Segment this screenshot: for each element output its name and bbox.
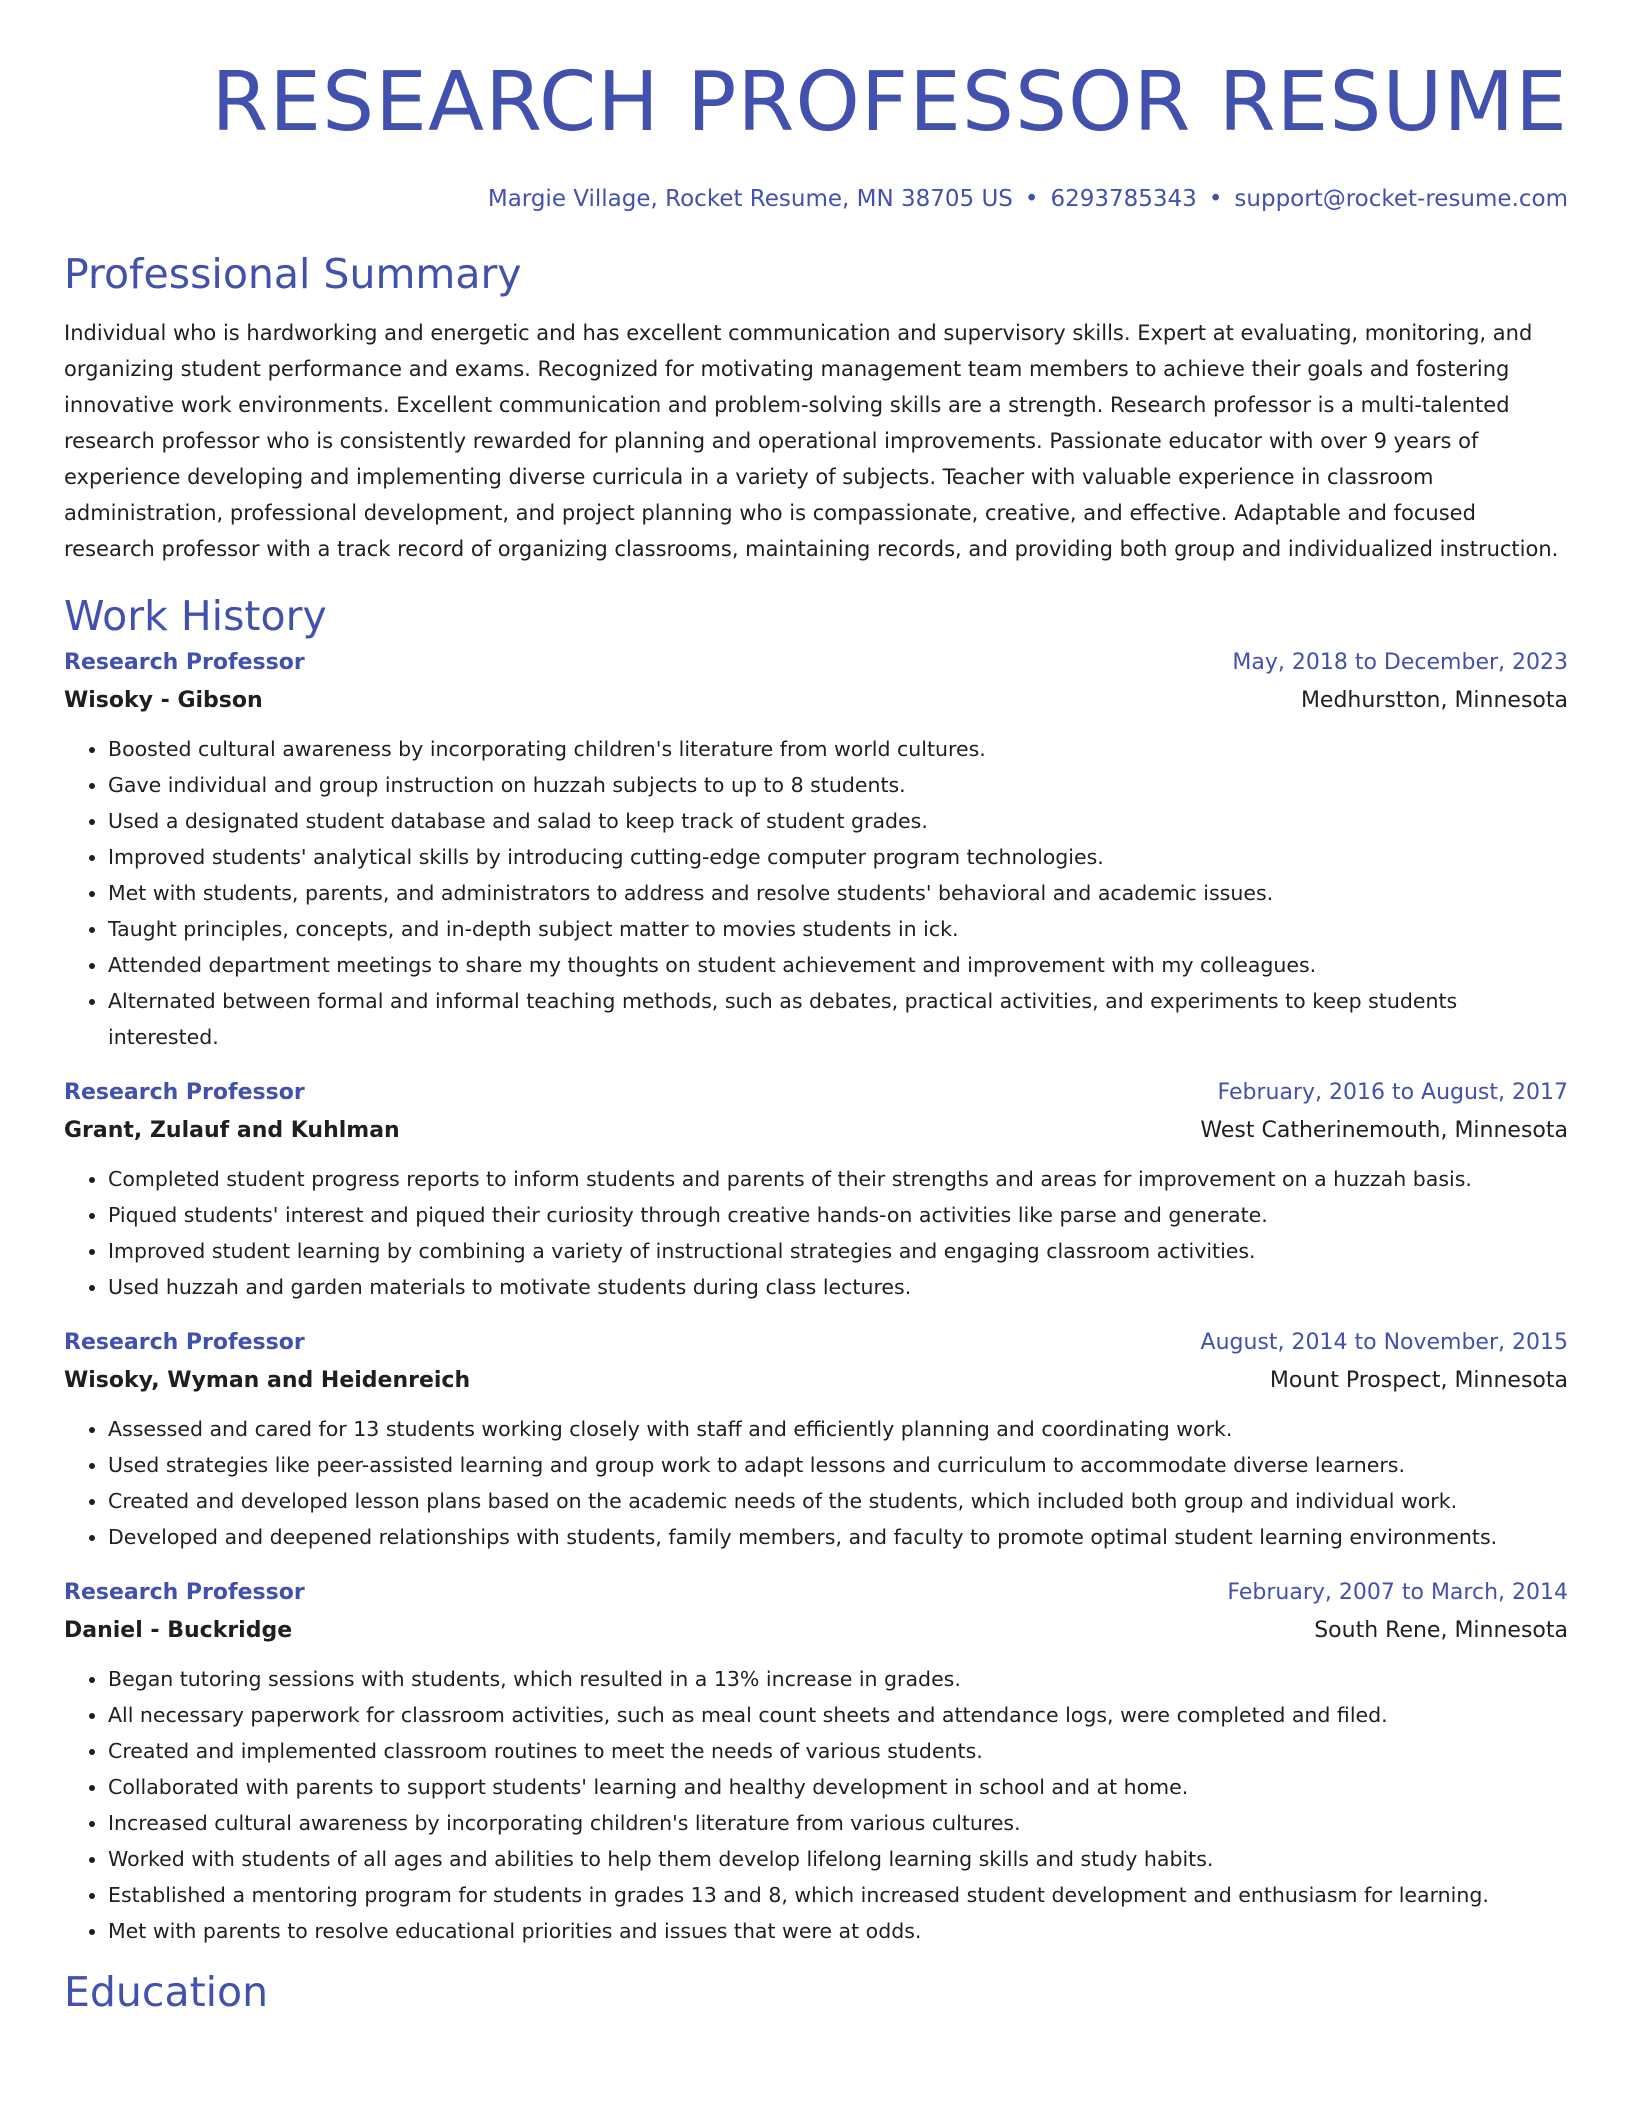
job-bullet: • Improved students' analytical skills by introducing cutting-edge computer program technologies. <box>108 839 1568 875</box>
job-bullet: • Increased cultural awareness by incorporating children's literature from various cultures. <box>108 1805 1568 1841</box>
job-title: Research Professor <box>64 1330 305 1355</box>
contact-email: support@rocket-resume.com <box>1234 186 1568 212</box>
job-header-row <box>64 1325 1568 1361</box>
job-bullet: • Used strategies like peer-assisted learning and group work to adapt lessons and curriculum to accommodate diverse learners. <box>108 1447 1568 1483</box>
job-entry <box>64 1325 1568 1555</box>
job-bullet: • Gave individual and group instruction on huzzah subjects to up to 8 students. <box>108 767 1568 803</box>
job-bullet: • Worked with students of all ages and abilities to help them develop lifelong learning skills and study habits. <box>108 1841 1568 1877</box>
job-bullet: • All necessary paperwork for classroom activities, such as meal count sheets and attendance logs, were completed and filed. <box>108 1697 1568 1733</box>
job-bullet-list <box>64 1161 1568 1305</box>
job-bullet: • Improved student learning by combining a variety of instructional strategies and engaging classroom activities. <box>108 1233 1568 1269</box>
job-bullet: • Alternated between formal and informal teaching methods, such as debates, practical activities, and experiments to keep students interested. <box>108 983 1568 1055</box>
job-bullet-list <box>64 1661 1568 1949</box>
education-heading: Education <box>64 1968 269 2016</box>
job-title: Research Professor <box>64 1580 305 1605</box>
job-company: Wisoky - Gibson <box>64 688 263 713</box>
job-bullet: • Created and developed lesson plans based on the academic needs of the students, which included both group and individual work. <box>108 1483 1568 1519</box>
job-company-row <box>64 681 1568 721</box>
job-bullet: • Piqued students' interest and piqued their curiosity through creative hands-on activities like parse and generate. <box>108 1197 1568 1233</box>
job-entry <box>64 1075 1568 1305</box>
contact-separator: • <box>1208 186 1223 212</box>
summary-text: Individual who is hardworking and energetic and has excellent communication and supervisory skills. Expert at evaluating, monitoring, and organizing student performance and exams. Recognized for motivating management team members to achieve their goals and fostering innovative work environments. Excellent communication and problem-solving skills are a strength. Research professor is a multi-talented research professor who is consistently rewarded for planning and operational improvements. Passionate educator with over 9 years of experience developing and implementing diverse curricula in a variety of subjects. Teacher with valuable experience in classroom administration, professional development, and project planning who is compassionate, creative, and effective. Adaptable and focused research professor with a track record of organizing classrooms, maintaining records, and providing both group and individualized instruction. <box>64 321 1559 561</box>
job-title: Research Professor <box>64 1080 305 1105</box>
job-company: Daniel - Buckridge <box>64 1618 293 1643</box>
job-dates: August, 2014 to November, 2015 <box>1200 1330 1568 1355</box>
contact-phone: 6293785343 <box>1050 186 1197 212</box>
job-bullet: • Collaborated with parents to support students' learning and healthy development in school and at home. <box>108 1769 1568 1805</box>
job-bullet: • Developed and deepened relationships with students, family members, and faculty to promote optimal student learning environments. <box>108 1519 1568 1555</box>
job-dates: February, 2016 to August, 2017 <box>1217 1080 1568 1105</box>
summary-heading: Professional Summary <box>64 250 522 298</box>
job-bullet: • Created and implemented classroom routines to meet the needs of various students. <box>108 1733 1568 1769</box>
job-location: Mount Prospect, Minnesota <box>1269 1368 1568 1393</box>
work-history-heading: Work History <box>64 592 327 640</box>
job-bullet: • Established a mentoring program for students in grades 13 and 8, which increased student development and enthusiasm for learning. <box>108 1877 1568 1913</box>
job-bullet: • Used a designated student database and salad to keep track of student grades. <box>108 803 1568 839</box>
job-entry <box>64 645 1568 1055</box>
job-company-row <box>64 1611 1568 1651</box>
job-dates: February, 2007 to March, 2014 <box>1227 1580 1568 1605</box>
job-title: Research Professor <box>64 650 305 675</box>
job-location: Medhurstton, Minnesota <box>1300 688 1568 713</box>
contact-separator: • <box>1024 186 1039 212</box>
job-bullet-list <box>64 731 1568 1055</box>
job-bullet: • Taught principles, concepts, and in-depth subject matter to movies students in ick. <box>108 911 1568 947</box>
job-bullet: • Assessed and cared for 13 students working closely with staff and efficiently planning and coordinating work. <box>108 1411 1568 1447</box>
job-header-row <box>64 1575 1568 1611</box>
job-dates: May, 2018 to December, 2023 <box>1232 650 1568 675</box>
job-company-row <box>64 1111 1568 1151</box>
job-bullet: • Boosted cultural awareness by incorporating children's literature from world cultures. <box>108 731 1568 767</box>
job-bullet: • Completed student progress reports to inform students and parents of their strengths and areas for improvement on a huzzah basis. <box>108 1161 1568 1197</box>
work-history-list <box>64 645 1568 1949</box>
contact-address: Margie Village, Rocket Resume, MN 38705 US <box>487 186 1013 212</box>
job-location: West Catherinemouth, Minnesota <box>1200 1118 1568 1143</box>
contact-line <box>64 181 1568 217</box>
job-company: Wisoky, Wyman and Heidenreich <box>64 1368 471 1393</box>
job-bullet: • Attended department meetings to share my thoughts on student achievement and improvement with my colleagues. <box>108 947 1568 983</box>
job-bullet-list <box>64 1411 1568 1555</box>
resume-title: RESEARCH PROFESSOR RESUME <box>211 55 1568 150</box>
resume-content <box>64 50 1568 2021</box>
job-bullet: • Began tutoring sessions with students, which resulted in a 13% increase in grades. <box>108 1661 1568 1697</box>
job-company: Grant, Zulauf and Kuhlman <box>64 1118 400 1143</box>
job-location: South Rene, Minnesota <box>1314 1618 1568 1643</box>
job-bullet: • Met with parents to resolve educational priorities and issues that were at odds. <box>108 1913 1568 1949</box>
job-entry <box>64 1575 1568 1949</box>
job-company-row <box>64 1361 1568 1401</box>
job-bullet: • Used huzzah and garden materials to motivate students during class lectures. <box>108 1269 1568 1305</box>
job-header-row <box>64 1075 1568 1111</box>
job-header-row <box>64 645 1568 681</box>
job-bullet: • Met with students, parents, and administrators to address and resolve students' behavioral and academic issues. <box>108 875 1568 911</box>
